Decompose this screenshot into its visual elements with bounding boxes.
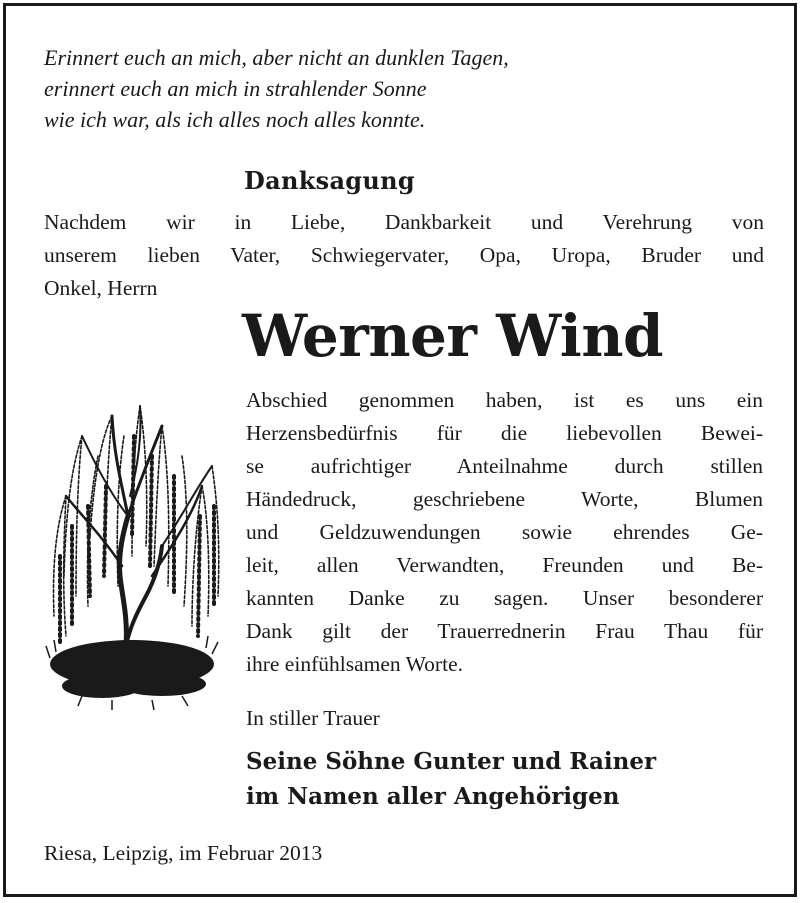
deceased-name: Werner Wind	[242, 302, 664, 370]
body-line: Dank gilt der Trauerrednerin Frau Thau für	[246, 619, 763, 643]
body-line: ihre einfühlsamen Worte.	[246, 652, 463, 676]
body-line: Herzensbedürfnis für die liebevollen Bewei-	[246, 421, 763, 445]
signature-line: Seine Söhne Gunter und Rainer	[246, 748, 657, 775]
gratitude-text	[246, 384, 763, 681]
body-line: kannten Danke zu sagen. Unser besonderer	[246, 586, 763, 610]
intro-line: Onkel, Herrn	[44, 276, 158, 300]
place-date: Riesa, Leipzig, im Februar 2013	[44, 841, 323, 865]
heading: Danksagung	[244, 166, 415, 195]
intro-text	[44, 206, 764, 305]
body-line: Händedruck, geschriebene Worte, Blumen	[246, 487, 763, 511]
poem-line: erinnert euch an mich in strahlender Sonne	[44, 76, 427, 101]
signature-line: im Namen aller Angehörigen	[246, 783, 620, 810]
poem-line: Erinnert euch an mich, aber nicht an dunklen Tagen,	[44, 45, 509, 70]
signatures	[246, 744, 656, 814]
weeping-willow-icon	[42, 396, 224, 714]
body-line: leit, allen Verwandten, Freunden und Be-	[246, 553, 763, 577]
intro-line: Nachdem wir in Liebe, Dankbarkeit und Verehrung von	[44, 210, 764, 234]
mourning-line: In stiller Trauer	[246, 706, 380, 730]
poem-line: wie ich war, als ich alles noch alles konnte.	[44, 107, 426, 132]
body-line: se aufrichtiger Anteilnahme durch stillen	[246, 454, 763, 478]
body-line: Abschied genommen haben, ist es uns ein	[246, 388, 763, 412]
memorial-poem	[44, 42, 764, 135]
obituary-notice	[3, 3, 797, 897]
body-line: und Geldzuwendungen sowie ehrendes Ge-	[246, 520, 763, 544]
intro-line: unserem lieben Vater, Schwiegervater, Opa, Uropa, Bruder und	[44, 243, 764, 267]
